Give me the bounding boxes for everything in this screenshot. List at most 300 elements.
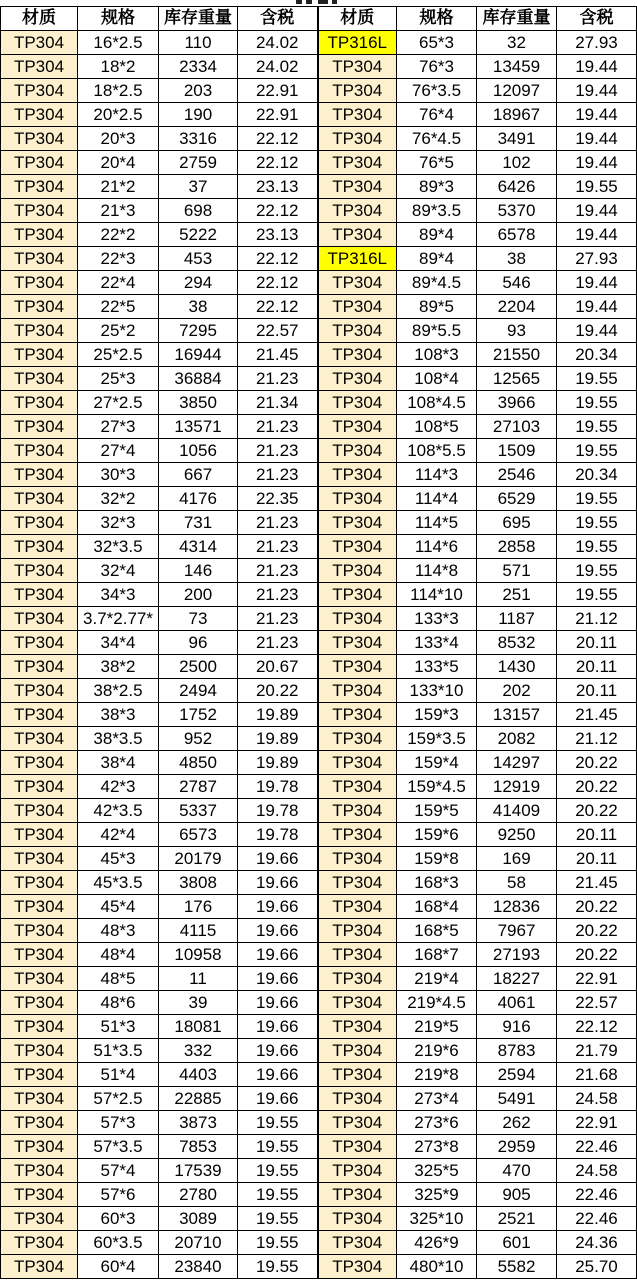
spec-cell-left: 21*3	[78, 199, 159, 223]
spec-cell-left: 60*3.5	[78, 1231, 159, 1255]
tax-price-cell-left: 19.66	[238, 967, 318, 991]
tax-price-cell-right: 22.91	[557, 967, 637, 991]
material-cell-right: TP304	[318, 223, 397, 247]
spec-cell-right: 325*9	[397, 1183, 477, 1207]
spec-cell-right: 159*3.5	[397, 727, 477, 751]
table-row	[1, 463, 637, 487]
material-cell-left: TP304	[1, 1231, 78, 1255]
tax-price-cell-right: 22.12	[557, 1015, 637, 1039]
tax-price-cell-right: 21.68	[557, 1063, 637, 1087]
stock-weight-cell-left: 332	[159, 1039, 238, 1063]
stock-weight-cell-right: 14297	[477, 751, 557, 775]
table-row	[1, 415, 637, 439]
tax-price-cell-right: 19.55	[557, 175, 637, 199]
spec-cell-right: 108*4.5	[397, 391, 477, 415]
material-cell-right: TP304	[318, 55, 397, 79]
spec-cell-right: 114*3	[397, 463, 477, 487]
table-row	[1, 247, 637, 271]
tax-price-cell-left: 22.57	[238, 319, 318, 343]
tax-price-cell-right: 24.58	[557, 1087, 637, 1111]
stock-weight-cell-left: 2494	[159, 679, 238, 703]
tax-price-cell-right: 22.57	[557, 991, 637, 1015]
stock-weight-cell-right: 905	[477, 1183, 557, 1207]
stock-weight-cell-left: 22885	[159, 1087, 238, 1111]
stock-weight-cell-right: 2959	[477, 1135, 557, 1159]
material-cell-right: TP304	[318, 631, 397, 655]
spec-cell-left: 20*2.5	[78, 103, 159, 127]
tax-price-cell-left: 20.67	[238, 655, 318, 679]
stock-weight-cell-right: 5582	[477, 1255, 557, 1279]
material-cell-left: TP304	[1, 1135, 78, 1159]
table-row	[1, 631, 637, 655]
spec-cell-right: 159*3	[397, 703, 477, 727]
spec-cell-right: 325*10	[397, 1207, 477, 1231]
stock-weight-cell-right: 93	[477, 319, 557, 343]
material-cell-left: TP304	[1, 823, 78, 847]
table-row	[1, 919, 637, 943]
tax-price-cell-left: 19.55	[238, 1207, 318, 1231]
table-row	[1, 55, 637, 79]
header-row	[1, 7, 637, 31]
table-row	[1, 895, 637, 919]
stock-weight-cell-left: 453	[159, 247, 238, 271]
stock-weight-cell-left: 39	[159, 991, 238, 1015]
material-cell-right: TP304	[318, 727, 397, 751]
spec-cell-left: 3.7*2.77*	[78, 607, 159, 631]
stock-weight-cell-left: 190	[159, 103, 238, 127]
table-row	[1, 223, 637, 247]
material-cell-left: TP304	[1, 223, 78, 247]
material-cell-left: TP304	[1, 583, 78, 607]
table-row	[1, 991, 637, 1015]
spec-cell-right: 89*3	[397, 175, 477, 199]
tax-price-cell-right: 27.93	[557, 31, 637, 55]
stock-weight-cell-left: 18081	[159, 1015, 238, 1039]
stock-weight-cell-left: 73	[159, 607, 238, 631]
stock-weight-cell-left: 200	[159, 583, 238, 607]
material-cell-left: TP304	[1, 1039, 78, 1063]
table-row	[1, 271, 637, 295]
stock-weight-cell-left: 952	[159, 727, 238, 751]
spec-cell-left: 45*3	[78, 847, 159, 871]
tax-price-cell-right: 21.45	[557, 871, 637, 895]
tax-price-cell-right: 19.55	[557, 415, 637, 439]
tax-price-cell-left: 22.91	[238, 103, 318, 127]
stock-weight-cell-left: 16944	[159, 343, 238, 367]
material-cell-left: TP304	[1, 1015, 78, 1039]
stock-weight-cell-right: 18227	[477, 967, 557, 991]
spec-cell-right: 114*6	[397, 535, 477, 559]
stock-weight-cell-right: 169	[477, 847, 557, 871]
stock-weight-cell-left: 1056	[159, 439, 238, 463]
material-cell-left: TP304	[1, 919, 78, 943]
table-row	[1, 775, 637, 799]
spec-cell-left: 22*4	[78, 271, 159, 295]
spec-cell-right: 159*8	[397, 847, 477, 871]
spec-cell-right: 108*4	[397, 367, 477, 391]
material-cell-left: TP304	[1, 247, 78, 271]
tax-price-cell-left: 22.35	[238, 487, 318, 511]
material-cell-left: TP304	[1, 127, 78, 151]
spec-cell-right: 89*4.5	[397, 271, 477, 295]
stock-weight-cell-left: 698	[159, 199, 238, 223]
table-row	[1, 727, 637, 751]
spec-cell-left: 42*4	[78, 823, 159, 847]
spec-cell-right: 325*5	[397, 1159, 477, 1183]
spec-cell-right: 159*6	[397, 823, 477, 847]
material-cell-right: TP304	[318, 607, 397, 631]
tax-price-cell-left: 19.55	[238, 1135, 318, 1159]
table-row	[1, 871, 637, 895]
material-cell-right: TP304	[318, 343, 397, 367]
spec-cell-left: 27*4	[78, 439, 159, 463]
stock-weight-cell-left: 3873	[159, 1111, 238, 1135]
table-row	[1, 343, 637, 367]
material-cell-right: TP304	[318, 1111, 397, 1135]
spec-cell-right: 108*3	[397, 343, 477, 367]
stock-weight-cell-right: 695	[477, 511, 557, 535]
tax-price-cell-left: 21.23	[238, 583, 318, 607]
material-cell-left: TP304	[1, 775, 78, 799]
tax-price-cell-left: 21.23	[238, 463, 318, 487]
material-cell-left: TP304	[1, 391, 78, 415]
stock-weight-cell-right: 32	[477, 31, 557, 55]
tax-price-cell-right: 20.11	[557, 655, 637, 679]
stock-weight-cell-left: 294	[159, 271, 238, 295]
tax-price-cell-left: 19.78	[238, 775, 318, 799]
material-cell-left: TP304	[1, 343, 78, 367]
stock-weight-cell-left: 2787	[159, 775, 238, 799]
tax-price-cell-left: 19.78	[238, 823, 318, 847]
tax-price-cell-left: 21.23	[238, 607, 318, 631]
stock-weight-cell-right: 12565	[477, 367, 557, 391]
stock-weight-cell-right: 8532	[477, 631, 557, 655]
material-cell-right: TP304	[318, 439, 397, 463]
table-row	[1, 79, 637, 103]
table-row	[1, 535, 637, 559]
spec-cell-left: 42*3.5	[78, 799, 159, 823]
tax-price-cell-left: 21.23	[238, 367, 318, 391]
spec-cell-right: 273*4	[397, 1087, 477, 1111]
tax-price-cell-left: 19.66	[238, 847, 318, 871]
material-cell-left: TP304	[1, 31, 78, 55]
material-cell-left: TP304	[1, 295, 78, 319]
spec-cell-left: 32*3.5	[78, 535, 159, 559]
table-row	[1, 367, 637, 391]
material-cell-left: TP304	[1, 1111, 78, 1135]
stock-weight-cell-left: 3850	[159, 391, 238, 415]
spec-cell-right: 219*8	[397, 1063, 477, 1087]
spec-cell-left: 16*2.5	[78, 31, 159, 55]
material-cell-left: TP304	[1, 655, 78, 679]
table-body	[1, 31, 637, 1279]
steel-pipe-inventory-table	[0, 6, 637, 1279]
stock-weight-cell-left: 5337	[159, 799, 238, 823]
stock-weight-cell-left: 2500	[159, 655, 238, 679]
tax-price-cell-left: 22.91	[238, 79, 318, 103]
spec-cell-left: 51*3.5	[78, 1039, 159, 1063]
tax-price-cell-right: 19.44	[557, 319, 637, 343]
spec-cell-right: 219*4	[397, 967, 477, 991]
tax-price-cell-right: 20.22	[557, 943, 637, 967]
stock-weight-cell-left: 4403	[159, 1063, 238, 1087]
spec-cell-left: 27*3	[78, 415, 159, 439]
tax-price-cell-left: 21.23	[238, 535, 318, 559]
table-row	[1, 175, 637, 199]
tax-price-cell-right: 19.44	[557, 295, 637, 319]
tax-price-cell-left: 19.55	[238, 1231, 318, 1255]
tax-price-cell-left: 19.66	[238, 1015, 318, 1039]
spec-cell-right: 89*4	[397, 247, 477, 271]
header-material-left: 材质	[1, 7, 78, 31]
tax-price-cell-left: 20.22	[238, 679, 318, 703]
material-cell-highlighted-right: TP316L	[318, 247, 397, 271]
material-cell-left: TP304	[1, 535, 78, 559]
stock-weight-cell-right: 916	[477, 1015, 557, 1039]
spec-cell-left: 20*3	[78, 127, 159, 151]
material-cell-right: TP304	[318, 535, 397, 559]
table-row	[1, 679, 637, 703]
spec-cell-right: 76*5	[397, 151, 477, 175]
spec-cell-right: 108*5.5	[397, 439, 477, 463]
tax-price-cell-left: 19.66	[238, 991, 318, 1015]
spec-cell-right: 219*5	[397, 1015, 477, 1039]
stock-weight-cell-left: 3089	[159, 1207, 238, 1231]
header-spec-right: 规格	[397, 7, 477, 31]
spec-cell-left: 32*2	[78, 487, 159, 511]
tax-price-cell-right: 20.22	[557, 895, 637, 919]
table-row	[1, 319, 637, 343]
material-cell-left: TP304	[1, 871, 78, 895]
material-cell-left: TP304	[1, 679, 78, 703]
stock-weight-cell-left: 2759	[159, 151, 238, 175]
tax-price-cell-right: 20.22	[557, 919, 637, 943]
spec-cell-left: 21*2	[78, 175, 159, 199]
stock-weight-cell-right: 38	[477, 247, 557, 271]
stock-weight-cell-right: 27103	[477, 415, 557, 439]
stock-weight-cell-right: 6529	[477, 487, 557, 511]
tax-price-cell-left: 19.89	[238, 703, 318, 727]
spec-cell-right: 89*5.5	[397, 319, 477, 343]
material-cell-left: TP304	[1, 631, 78, 655]
material-cell-left: TP304	[1, 799, 78, 823]
tax-price-cell-left: 19.66	[238, 871, 318, 895]
material-cell-left: TP304	[1, 175, 78, 199]
stock-weight-cell-left: 17539	[159, 1159, 238, 1183]
tax-price-cell-right: 22.46	[557, 1135, 637, 1159]
stock-weight-cell-left: 4115	[159, 919, 238, 943]
spec-cell-right: 168*5	[397, 919, 477, 943]
tax-price-cell-right: 19.55	[557, 439, 637, 463]
material-cell-left: TP304	[1, 511, 78, 535]
spec-cell-left: 48*6	[78, 991, 159, 1015]
spec-cell-right: 76*3	[397, 55, 477, 79]
tax-price-cell-right: 19.55	[557, 535, 637, 559]
table-row	[1, 967, 637, 991]
material-cell-left: TP304	[1, 103, 78, 127]
stock-weight-cell-right: 3491	[477, 127, 557, 151]
tax-price-cell-left: 19.55	[238, 1159, 318, 1183]
stock-weight-cell-right: 2594	[477, 1063, 557, 1087]
material-cell-right: TP304	[318, 1183, 397, 1207]
material-cell-right: TP304	[318, 871, 397, 895]
material-cell-right: TP304	[318, 847, 397, 871]
header-spec-left: 规格	[78, 7, 159, 31]
tax-price-cell-left: 19.66	[238, 1039, 318, 1063]
spec-cell-left: 25*3	[78, 367, 159, 391]
table-row	[1, 1111, 637, 1135]
material-cell-right: TP304	[318, 751, 397, 775]
material-cell-right: TP304	[318, 271, 397, 295]
stock-weight-cell-right: 12919	[477, 775, 557, 799]
stock-weight-cell-right: 21550	[477, 343, 557, 367]
material-cell-right: TP304	[318, 823, 397, 847]
spec-cell-left: 48*5	[78, 967, 159, 991]
table-row	[1, 1063, 637, 1087]
stock-weight-cell-right: 12836	[477, 895, 557, 919]
table-row	[1, 1015, 637, 1039]
stock-weight-cell-left: 38	[159, 295, 238, 319]
tax-price-cell-left: 22.12	[238, 127, 318, 151]
stock-weight-cell-right: 6578	[477, 223, 557, 247]
tax-price-cell-right: 21.79	[557, 1039, 637, 1063]
material-cell-left: TP304	[1, 1087, 78, 1111]
material-cell-right: TP304	[318, 1159, 397, 1183]
stock-weight-cell-right: 5370	[477, 199, 557, 223]
tax-price-cell-right: 20.22	[557, 751, 637, 775]
table-row	[1, 1135, 637, 1159]
material-cell-left: TP304	[1, 1207, 78, 1231]
tax-price-cell-right: 19.55	[557, 559, 637, 583]
stock-weight-cell-left: 4850	[159, 751, 238, 775]
spec-cell-left: 22*5	[78, 295, 159, 319]
material-cell-left: TP304	[1, 991, 78, 1015]
spec-cell-right: 89*5	[397, 295, 477, 319]
spec-cell-left: 18*2	[78, 55, 159, 79]
spec-cell-left: 18*2.5	[78, 79, 159, 103]
material-cell-left: TP304	[1, 1159, 78, 1183]
tax-price-cell-right: 19.44	[557, 223, 637, 247]
tax-price-cell-left: 24.02	[238, 31, 318, 55]
material-cell-left: TP304	[1, 1063, 78, 1087]
stock-weight-cell-right: 18967	[477, 103, 557, 127]
spec-cell-left: 57*3	[78, 1111, 159, 1135]
tax-price-cell-right: 20.22	[557, 775, 637, 799]
spec-cell-right: 76*4.5	[397, 127, 477, 151]
stock-weight-cell-right: 4061	[477, 991, 557, 1015]
tax-price-cell-right: 19.44	[557, 103, 637, 127]
tax-price-cell-right: 19.55	[557, 367, 637, 391]
stock-weight-cell-left: 2780	[159, 1183, 238, 1207]
stock-weight-cell-right: 13459	[477, 55, 557, 79]
tax-price-cell-left: 24.02	[238, 55, 318, 79]
stock-weight-cell-left: 5222	[159, 223, 238, 247]
tax-price-cell-left: 19.55	[238, 1255, 318, 1279]
stock-weight-cell-left: 36884	[159, 367, 238, 391]
stock-weight-cell-right: 102	[477, 151, 557, 175]
header-stock-weight-right: 库存重量	[477, 7, 557, 31]
tax-price-cell-left: 21.23	[238, 439, 318, 463]
material-cell-left: TP304	[1, 967, 78, 991]
material-cell-left: TP304	[1, 55, 78, 79]
table-row	[1, 703, 637, 727]
table-row	[1, 439, 637, 463]
material-cell-left: TP304	[1, 895, 78, 919]
spec-cell-right: 480*10	[397, 1255, 477, 1279]
material-cell-right: TP304	[318, 943, 397, 967]
table-row	[1, 391, 637, 415]
spec-cell-right: 219*6	[397, 1039, 477, 1063]
spec-cell-left: 38*4	[78, 751, 159, 775]
tax-price-cell-left: 21.23	[238, 631, 318, 655]
tax-price-cell-left: 19.89	[238, 727, 318, 751]
spec-cell-left: 32*3	[78, 511, 159, 535]
stock-weight-cell-right: 12097	[477, 79, 557, 103]
stock-weight-cell-right: 3966	[477, 391, 557, 415]
stock-weight-cell-left: 37	[159, 175, 238, 199]
spec-cell-right: 133*3	[397, 607, 477, 631]
stock-weight-cell-right: 1430	[477, 655, 557, 679]
spec-cell-right: 273*8	[397, 1135, 477, 1159]
tax-price-cell-right: 20.11	[557, 847, 637, 871]
spec-cell-right: 168*7	[397, 943, 477, 967]
stock-weight-cell-left: 6573	[159, 823, 238, 847]
table-row	[1, 1159, 637, 1183]
tax-price-cell-left: 19.55	[238, 1111, 318, 1135]
tax-price-cell-left: 19.55	[238, 1183, 318, 1207]
tax-price-cell-left: 19.66	[238, 1063, 318, 1087]
tax-price-cell-left: 21.34	[238, 391, 318, 415]
tax-price-cell-right: 19.55	[557, 511, 637, 535]
material-cell-right: TP304	[318, 151, 397, 175]
stock-weight-cell-left: 667	[159, 463, 238, 487]
material-cell-left: TP304	[1, 439, 78, 463]
spec-cell-left: 22*3	[78, 247, 159, 271]
tax-price-cell-right: 19.55	[557, 391, 637, 415]
spec-cell-right: 273*6	[397, 1111, 477, 1135]
table-row	[1, 103, 637, 127]
spec-cell-right: 114*8	[397, 559, 477, 583]
tax-price-cell-left: 23.13	[238, 175, 318, 199]
table-row	[1, 511, 637, 535]
stock-weight-cell-right: 27193	[477, 943, 557, 967]
spec-cell-left: 34*4	[78, 631, 159, 655]
spec-cell-right: 65*3	[397, 31, 477, 55]
spec-cell-left: 60*4	[78, 1255, 159, 1279]
stock-weight-cell-left: 11	[159, 967, 238, 991]
material-cell-right: TP304	[318, 967, 397, 991]
material-cell-right: TP304	[318, 895, 397, 919]
header-tax-price-left: 含税	[238, 7, 318, 31]
material-cell-right: TP304	[318, 583, 397, 607]
stock-weight-cell-left: 2334	[159, 55, 238, 79]
tax-price-cell-left: 22.12	[238, 151, 318, 175]
material-cell-left: TP304	[1, 151, 78, 175]
stock-weight-cell-right: 601	[477, 1231, 557, 1255]
spec-cell-left: 51*4	[78, 1063, 159, 1087]
tax-price-cell-right: 19.44	[557, 79, 637, 103]
material-cell-right: TP304	[318, 1207, 397, 1231]
tax-price-cell-right: 21.45	[557, 703, 637, 727]
table-row	[1, 151, 637, 175]
tax-price-cell-right: 21.12	[557, 607, 637, 631]
tax-price-cell-right: 19.55	[557, 583, 637, 607]
spec-cell-right: 168*4	[397, 895, 477, 919]
material-cell-left: TP304	[1, 727, 78, 751]
material-cell-left: TP304	[1, 319, 78, 343]
material-cell-right: TP304	[318, 127, 397, 151]
stock-weight-cell-right: 9250	[477, 823, 557, 847]
